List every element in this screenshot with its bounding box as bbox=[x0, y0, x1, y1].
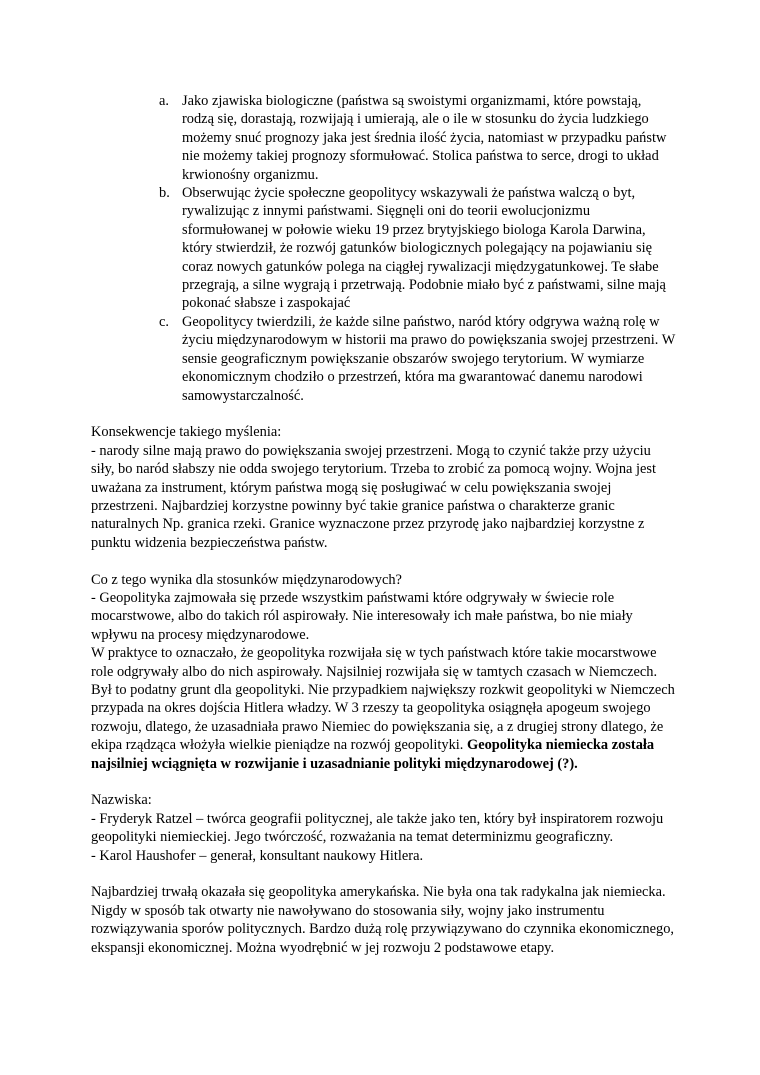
list-item bbox=[91, 184, 676, 313]
american-paragraph: Najbardziej trwałą okazała się geopolityka amerykańska. Nie była ona tak radykalna jak niemiecka. Nigdy w sposób tak otwarty nie nawoływano do stosowania siły, wojny jako instrumentu rozwiązywania sporów politycznych. Bardzo dużą rolę przywiązywano do czynnika ekonomicznego, ekspansji ekonomicznej. Można wyodrębnić w jej rozwoju 2 podstawowe etapy. bbox=[91, 884, 675, 956]
spacer bbox=[91, 773, 676, 791]
list-item-text: Jako zjawiska biologiczne (państwa są swoistymi organizmami, które powstają, rodzą się, dorastają, rozwijają i umierają, ale o ile w stosunku do życia ludzkiego możemy snuć prognozy jaka jest średnia ilość życia, natomiast w przypadku państw nie możemy takiej prognozy sformułować. Stolica państwa to serce, drogi to układ krwionośny organizmu. bbox=[182, 93, 667, 183]
international-paragraph-2 bbox=[91, 644, 676, 773]
list-item bbox=[91, 313, 676, 405]
consequences-heading: Konsekwencje takiego myślenia: bbox=[91, 424, 282, 441]
consequences-body: - narody silne mają prawo do powiększania swojej przestrzeni. Mogą to czynić także przy użyciu siły, bo naród słabszy nie odda swojego terytorium. Trzeba to zrobić za pomocą wojny. Wojna jest uważana za instrument, którym państwa mogą się posługiwać w celu powiększania swojej przestrzeni. Najbardziej korzystne powinny być takie granice państwa o charakterze granic naturalnych Np. granica rzeki. Granice wyznaczone przez przyrodę jako najbardziej korzystne z punktu widzenia bezpieczeństwa państw. bbox=[91, 442, 657, 551]
spacer bbox=[91, 865, 676, 883]
international-paragraph: - Geopolityka zajmowała się przede wszystkim państwami które odgrywały w świecie role mocarstwowe, albo do takich ról aspirowały. Nie interesowały ich małe państwa, bo nie miały wpływu na procesy międzynarodowe. bbox=[91, 589, 633, 643]
document-content bbox=[91, 92, 676, 957]
list-marker: a. bbox=[159, 93, 169, 109]
international-text: W praktyce to oznaczało, że geopolityka rozwijała się w tych państwach które takie mocarstwowe role odgrywały albo do nich aspirowały. Najsilniej rozwijała się w tamtych czasach w Niemczech. Był to podatny grunt dla geopolityki. Nie przypadkiem największy rozkwit geopolityki w Niemczech przypada na okres dojścia Hitlera władzy. W 3 rzeszy ta geopolityka osiągnęła apogeum swojego rozwoju, dlatego, że uzasadniała prawo Niemiec do powiększania się, a z drugiej strony dlatego, że ekipa rządząca włożyła wielkie pieniądze na rozwój geopolityki. bbox=[91, 645, 675, 754]
spacer bbox=[91, 405, 676, 423]
list-item-text: Obserwując życie społeczne geopolitycy wskazywali że państwa walczą o byt, rywalizując z innymi państwami. Sięgnęli oni do teorii ewolucjonizmu sformułowanej w połowie wieku 19 przez brytyjskiego biologa Karola Darwina, który stwierdził, że rozwój gatunków biologicznych polegający na pojawianiu się coraz nowych gatunków polega na ciągłej rywalizacji międzygatunkowej. Te słabe przegrają, a silne wygrają i przetrwają. Podobnie miało być z państwami, silne mają pokonać słabsze i zaspokajać bbox=[182, 185, 666, 312]
list-item-text: Geopolitycy twierdzili, że każde silne państwo, naród który odgrywa ważną rolę w życiu międzynarodowym w historii ma prawo do powiększania swojej przestrzeni. W sensie geograficznym powiększanie obszarów swojego terytorium. W wymiarze ekonomicznym chodziło o przestrzeń, która ma gwarantować danemu narodowi samowystarczalność. bbox=[182, 313, 676, 404]
names-heading: Nazwiska: bbox=[91, 792, 152, 809]
geopolitics-list bbox=[91, 92, 676, 405]
names-ratzel: - Fryderyk Ratzel – twórca geografii politycznej, ale także jako ten, który był inspiratorem rozwoju geopolityki niemieckiej. Jego twórczość, rozważania na temat determinizmu geograficzny. bbox=[91, 810, 664, 846]
list-item bbox=[91, 92, 676, 184]
list-marker: b. bbox=[159, 185, 170, 202]
international-heading: Co z tego wynika dla stosunków międzynarodowych? bbox=[91, 571, 402, 588]
names-haushofer: - Karol Haushofer – generał, konsultant naukowy Hitlera. bbox=[91, 847, 424, 864]
list-marker: c. bbox=[159, 313, 169, 330]
international-bold-text: Geopolityka niemiecka została najsilniej wciągnięta w rozwijanie i uzasadnianie polityki międzynarodowej (?). bbox=[91, 737, 655, 772]
spacer bbox=[91, 552, 676, 570]
